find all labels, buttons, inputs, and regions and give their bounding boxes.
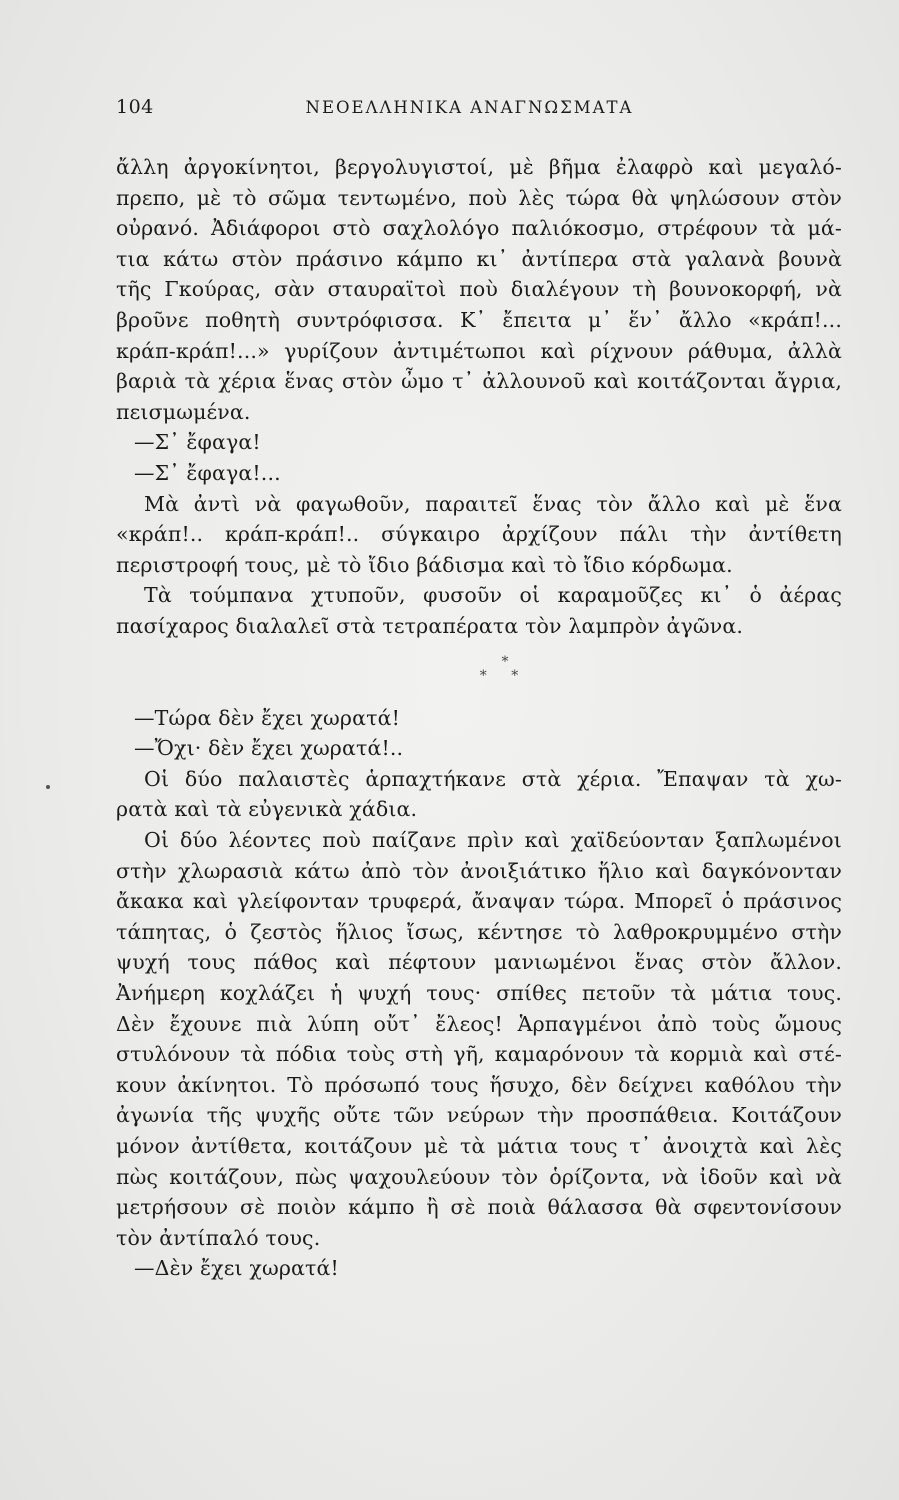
text-line: τάπητας, ὁ ζεστὸς ἥλιος ἴσως, κέντησε τὸ λαθροκρυμμένο στὴν — [116, 919, 842, 944]
text-line: ψυχή τους πάθος καὶ πέφτουν μανιωμένοι ἕνας στὸν ἄλλον. — [116, 950, 842, 975]
text-line: πὼς κοιτάζουν, πὼς ψαχουλεύουν τὸν ὁρίζοντα, νὰ ἰδοῦν καὶ νὰ — [116, 1164, 842, 1189]
text-line: οὐρανό. Ἀδιάφοροι στὸ σαχλολόγο παλιόκοσμο, στρέφουν τὰ μά- — [116, 216, 842, 241]
text-line: στυλόνουν τὰ πόδια τοὺς στὴ γῆ, καμαρόνουν τὰ κορμιὰ καὶ στέ- — [116, 1042, 842, 1067]
section-separator — [116, 642, 842, 703]
paragraph-start: Οἱ δύο παλαιστὲς ἁρπαχτήκανε στὰ χέρια. Ἔπαψαν τὰ χω- — [144, 766, 842, 791]
page-number: 104 — [116, 96, 154, 118]
text-line: βροῦνε ποθητὴ συντρόφισσα. Κ᾽ ἔπειτα μ᾽ ἕν᾽ ἄλλο «κράπ!... — [116, 307, 842, 332]
text-line: τῆς Γκούρας, σὰν σταυραϊτοὶ ποὺ διαλέγουν τὴ βουνοκορφή, νὰ — [116, 277, 842, 302]
dialogue-line: —Τώρα δὲν ἔχει χωρατά! — [134, 705, 400, 730]
dialogue-line: —Δὲν ἔχει χωρατά! — [134, 1256, 339, 1281]
dialogue-line: —Σ᾽ ἔφαγα!... — [134, 460, 281, 485]
text-line: στὴν χλωρασιὰ κάτω ἀπὸ τὸν ἀνοιξιάτικο ἥλιο καὶ δαγκόνονταν — [116, 858, 842, 883]
text-line: ρατὰ καὶ τὰ εὐγενικὰ χάδια. — [116, 797, 418, 822]
text-line: πεισμωμένα. — [116, 399, 251, 424]
text-line: ἀγωνία τῆς ψυχῆς οὔτε τῶν νεύρων τὴν προσπάθεια. Κοιτάζουν — [116, 1103, 842, 1128]
text-line: Δὲν ἔχουνε πιὰ λύπη οὔτ᾽ ἔλεος! Ἁρπαγμένοι ἀπὸ τοὺς ὤμους — [116, 1011, 842, 1036]
asterisk-top: * — [501, 653, 509, 670]
text-line: μετρήσουν σὲ ποιὸν κάμπο ἢ σὲ ποιὰ θάλασσα θὰ σφεντονίσουν — [116, 1195, 842, 1220]
paragraph-start: Τὰ τούμπανα χτυποῦν, φυσοῦν οἱ καραμοῦζες κι᾽ ὁ ἀέρας — [144, 583, 842, 608]
text-line: περιστροφή τους, μὲ τὸ ἴδιο βάδισμα καὶ τὸ ἴδιο κόρδωμα. — [116, 552, 733, 577]
paragraph-start: Οἱ δύο λέοντες ποὺ παίζανε πρὶν καὶ χαϊδεύονταν ξαπλωμένοι — [144, 828, 842, 853]
text-line: πρεπο, μὲ τὸ σῶμα τεντωμένο, ποὺ λὲς τώρα θὰ ψηλώσουν στὸν — [116, 185, 842, 210]
text-line: τια κάτω στὸν πράσινο κάμπο κι᾽ ἀντίπερα στὰ γαλανὰ βουνὰ — [116, 246, 842, 271]
text-line: ἄλλη ἀργοκίνητοι, βεργολυγιστοί, μὲ βῆμα ἐλαφρὸ καὶ μεγαλό- — [116, 155, 842, 179]
text-line: Ἀνήμερη κοχλάζει ἡ ψυχή τους· σπίθες πετοῦν τὰ μάτια τους. — [116, 981, 842, 1006]
text-line: κράπ-κράπ!...» γυρίζουν ἀντιμέτωποι καὶ ρίχνουν ράθυμα, ἀλλὰ — [116, 338, 842, 363]
text-line: κουν ἀκίνητοι. Τὸ πρόσωπό τους ἥσυχο, δὲν δείχνει καθόλου τὴν — [116, 1072, 842, 1097]
paragraph-start: Μὰ ἀντὶ νὰ φαγωθοῦν, παραιτεῖ ἕνας τὸν ἄλλο καὶ μὲ ἕνα — [144, 491, 842, 516]
text-line: ἄκακα καὶ γλείφονταν τρυφερά, ἄναψαν τώρα. Μπορεῖ ὁ πράσινος — [116, 889, 842, 914]
page-header — [0, 96, 899, 126]
text-line: τὸν ἀντίπαλό τους. — [116, 1225, 321, 1250]
running-title: ΝΕΟΕΛΛΗΝΙΚΑ ΑΝΑΓΝΩΣΜΑΤΑ — [305, 98, 634, 117]
asterisk-bottom: * * — [479, 667, 529, 684]
dialogue-line: —Ὄχι· δὲν ἔχει χωρατά!.. — [134, 736, 404, 761]
text-line: μόνον ἀντίθετα, κοιτάζουν μὲ τὰ μάτια τους τ᾽ ἀνοιχτὰ καὶ λὲς — [116, 1134, 842, 1158]
margin-speck — [46, 785, 50, 789]
text-line: «κράπ!.. κράπ-κράπ!.. σύγκαιρο ἀρχίζουν πάλι τὴν ἀντίθετη — [116, 522, 842, 547]
text-line: πασίχαρος διαλαλεῖ στὰ τετραπέρατα τὸν λαμπρὸν ἀγῶνα. — [116, 613, 744, 638]
body-text — [116, 152, 842, 1284]
dialogue-line: —Σ᾽ ἔφαγα! — [134, 430, 261, 455]
text-line: βαριὰ τὰ χέρια ἕνας στὸν ὦμο τ᾽ ἀλλουνοῦ καὶ κοιτάζονται ἄγρια, — [116, 369, 842, 394]
